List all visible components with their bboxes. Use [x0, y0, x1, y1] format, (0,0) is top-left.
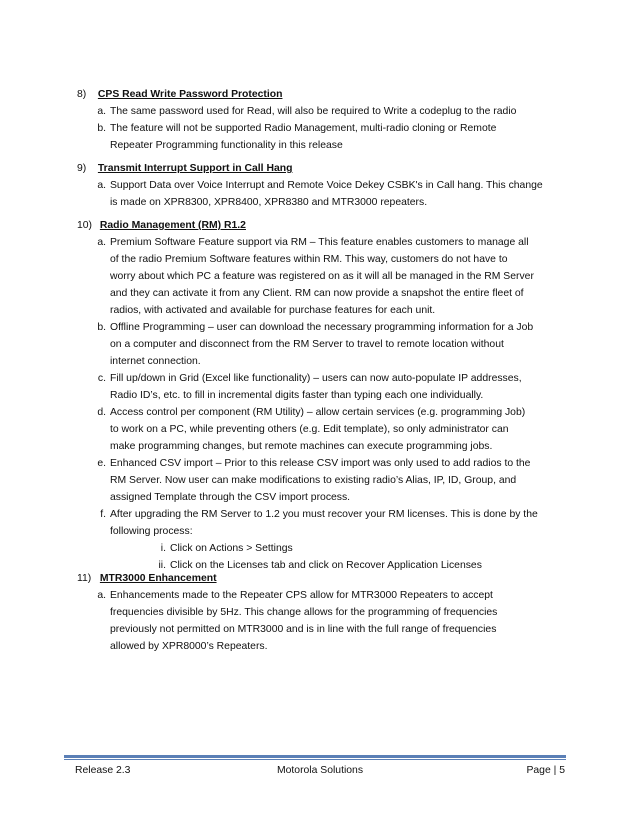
- list-marker: e.: [97, 458, 106, 469]
- list-text-line: of the radio Premium Software features within RM. This way, customers do not have to: [110, 254, 508, 265]
- list-text-line: Enhanced CSV import – Prior to this release CSV import was only used to add radios to the: [110, 458, 531, 469]
- list-text-line: internet connection.: [110, 356, 201, 367]
- list-marker: b.: [97, 123, 106, 134]
- list-text-line: previously not permitted on MTR3000 and is in line with the full range of frequencies: [110, 624, 497, 635]
- section-10: [77, 217, 567, 574]
- list-item: [97, 587, 567, 655]
- list-text-line: Support Data over Voice Interrupt and Remote Voice Dekey CSBK's in Call hang. This change: [110, 180, 543, 191]
- list-text-line: following process:: [110, 526, 193, 537]
- list-marker: a.: [97, 237, 106, 248]
- list-item: [97, 455, 567, 506]
- list-marker: a.: [97, 590, 106, 601]
- list-item: [97, 404, 567, 455]
- list-item: [97, 103, 567, 120]
- list-item: [97, 120, 567, 154]
- section-8: [77, 86, 567, 154]
- list-text-line: frequencies divisible by 5Hz. This change allows for the programming of frequencies: [110, 607, 498, 618]
- section-title: Transmit Interrupt Support in Call Hang: [97, 163, 293, 174]
- list-text-line: Radio ID’s, etc. to fill in incremental digits faster than typing each one individually.: [110, 390, 484, 401]
- section-title: Radio Management (RM) R1.2: [99, 220, 246, 231]
- list-text-line: on a computer and disconnect from the RM Server to travel to remote location without: [110, 339, 504, 350]
- list-text-line: Click on Actions > Settings: [170, 543, 293, 554]
- list-text-line: is made on XPR8300, XPR8400, XPR8380 and MTR3000 repeaters.: [110, 197, 428, 208]
- list-item: [97, 370, 567, 404]
- section-heading: [77, 160, 567, 177]
- list-item: [100, 506, 567, 540]
- section-heading: [77, 570, 567, 587]
- list-text-line: to work on a PC, while preventing others (e.g. Edit template), so only administrator can: [110, 424, 509, 435]
- list-text-line: The same password used for Read, will also be required to Write a codeplug to the radio: [110, 106, 517, 117]
- list-text-line: worry about which PC a feature was registered on as it will all be managed in the RM Server: [110, 271, 534, 282]
- section-number: 11): [77, 573, 92, 584]
- list-text-line: allowed by XPR8000’s Repeaters.: [110, 641, 268, 652]
- list-marker: d.: [97, 407, 106, 418]
- list-marker: a.: [97, 180, 106, 191]
- footer-rule-thin: [64, 759, 566, 760]
- list-marker: b.: [97, 322, 106, 333]
- footer-company: Motorola Solutions: [276, 765, 364, 776]
- list-item: [97, 234, 567, 319]
- section-title: CPS Read Write Password Protection: [97, 89, 283, 100]
- section-number: 10): [77, 220, 93, 231]
- sub-list-item: [160, 540, 567, 557]
- list-text-line: and they can activate it from any Client. RM can now provide a snapshot the entire fleet of: [110, 288, 524, 299]
- list-marker: ii.: [158, 560, 166, 571]
- list-text-line: Access control per component (RM Utility) – allow certain services (e.g. programming Job): [110, 407, 526, 418]
- list-text-line: Click on the Licenses tab and click on Recover Application Licenses: [170, 560, 482, 571]
- list-text-line: Repeater Programming functionality in this release: [110, 140, 343, 151]
- footer-rule: [64, 755, 566, 758]
- list-text-line: Premium Software Feature support via RM – This feature enables customers to manage all: [110, 237, 529, 248]
- list-item: [97, 177, 567, 211]
- list-text-line: make programming changes, but remote machines can execute programming jobs.: [110, 441, 493, 452]
- list-text-line: assigned Template through the CSV import process.: [110, 492, 351, 503]
- section-number: 8): [77, 89, 87, 100]
- list-marker: i.: [160, 543, 166, 554]
- section-heading: [77, 86, 567, 103]
- list-text-line: radios, with activated and available for purchase features for each unit.: [110, 305, 436, 316]
- section-heading: [77, 217, 567, 234]
- list-text-line: RM Server. Now user can make modifications to existing radio’s Alias, IP, ID, Group, and: [110, 475, 517, 486]
- footer-release: Release 2.3: [75, 765, 131, 776]
- list-text-line: The feature will not be supported Radio Management, multi-radio cloning or Remote: [110, 123, 497, 134]
- list-text-line: Fill up/down in Grid (Excel like functionality) – users can now auto-populate IP addresses,: [110, 373, 522, 384]
- list-text-line: Enhancements made to the Repeater CPS allow for MTR3000 Repeaters to accept: [110, 590, 493, 601]
- list-text-line: Offline Programming – user can download the necessary programming information for a Job: [110, 322, 534, 333]
- list-text-line: After upgrading the RM Server to 1.2 you must recover your RM licenses. This is done by the: [110, 509, 538, 520]
- list-marker: c.: [97, 373, 106, 384]
- section-11: [77, 570, 567, 655]
- list-marker: a.: [97, 106, 106, 117]
- footer-page-number: Page | 5: [526, 765, 565, 776]
- section-9: [77, 160, 567, 211]
- section-title: MTR3000 Enhancement: [99, 573, 217, 584]
- list-item: [97, 319, 567, 370]
- list-marker: f.: [100, 509, 106, 520]
- section-number: 9): [77, 163, 87, 174]
